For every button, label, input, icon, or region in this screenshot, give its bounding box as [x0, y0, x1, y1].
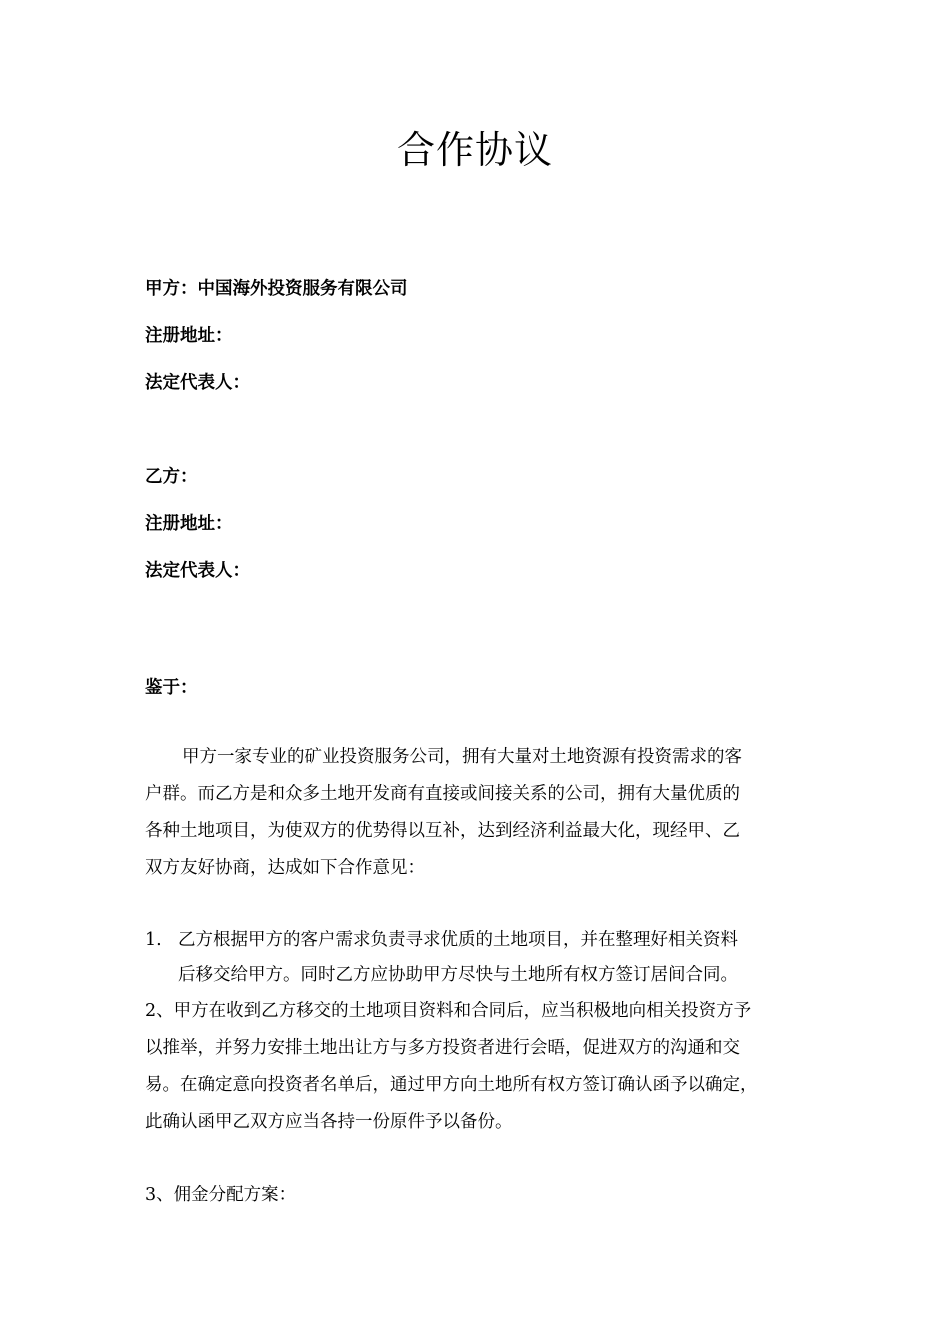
party-b-representative-label: 法定代表人： — [145, 561, 250, 581]
item-2-paragraph — [145, 993, 825, 1141]
intro-line: 甲方一家专业的矿业投资服务公司，拥有大量对土地资源有投资需求的客 — [182, 747, 742, 767]
item-1-number: 1. — [145, 930, 162, 950]
item-2-line: 2、甲方在收到乙方移交的土地项目资料和合同后，应当积极地向相关投资方予 — [145, 1001, 752, 1021]
item-2-line: 易。在确定意向投资者名单后，通过甲方向土地所有权方签订确认函予以确定， — [145, 1075, 758, 1095]
item-1-line: 后移交给甲方。同时乙方应协助甲方尽快与土地所有权方签订居间合同。 — [178, 965, 738, 985]
intro-line: 双方友好协商，达成如下合作意见： — [145, 858, 425, 878]
item-1-line: 乙方根据甲方的客户需求负责寻求优质的土地项目，并在整理好相关资料 — [178, 930, 738, 950]
whereas-heading: 鉴于： — [145, 678, 198, 698]
intro-line: 户群。而乙方是和众多土地开发商有直接或间接关系的公司，拥有大量优质的 — [145, 784, 740, 804]
document-title: 合作协议 — [396, 128, 553, 172]
party-b-name: 乙方： — [145, 467, 198, 487]
item-2-line: 以推举，并努力安排土地出让方与多方投资者进行会晤，促进双方的沟通和交 — [145, 1038, 740, 1058]
party-b-address-label: 注册地址： — [145, 514, 233, 534]
party-a-name: 甲方：中国海外投资服务有限公司 — [145, 279, 408, 299]
intro-paragraph — [145, 739, 825, 887]
item-3-paragraph — [145, 1177, 825, 1214]
item-3-line: 3、佣金分配方案： — [145, 1185, 297, 1205]
intro-line: 各种土地项目，为使双方的优势得以互补，达到经济利益最大化，现经甲、乙 — [145, 821, 740, 841]
party-a-address-label: 注册地址： — [145, 326, 233, 346]
party-a-representative-label: 法定代表人： — [145, 373, 250, 393]
item-2-line: 此确认函甲乙双方应当各持一份原件予以备份。 — [145, 1112, 513, 1132]
